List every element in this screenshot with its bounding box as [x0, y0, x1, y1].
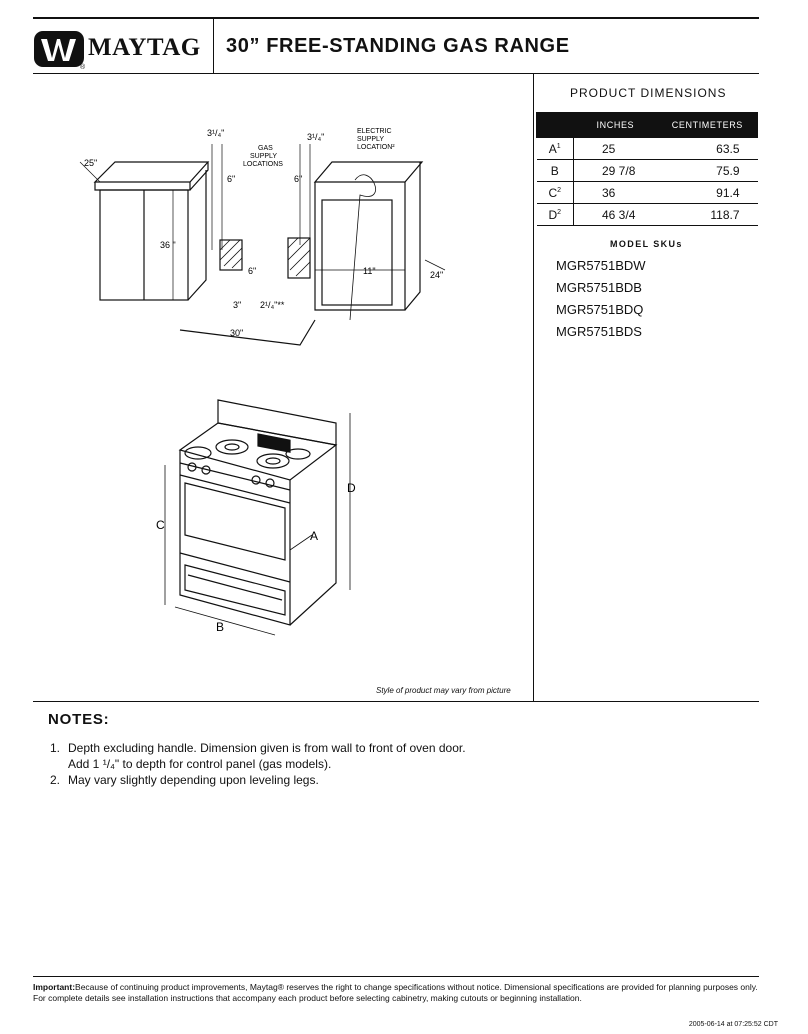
timestamp: 2005-06-14 at 07:25:52 CDT	[688, 1021, 778, 1028]
dimensions-heading: PRODUCT DIMENSIONS	[570, 86, 727, 100]
header-divider	[213, 17, 214, 74]
letter-b: B	[216, 620, 225, 634]
column-divider	[533, 74, 534, 701]
note-text: May vary slightly depending upon leveling legs.	[68, 773, 319, 787]
electric-supply-label-2: SUPPLY	[357, 136, 385, 143]
row-footnote: 2	[557, 186, 562, 194]
letter-d: D	[347, 481, 356, 495]
eleven-label: 11"	[363, 266, 376, 276]
row-label: B	[550, 163, 559, 178]
installation-diagram	[60, 120, 460, 350]
header-top-rule	[33, 17, 759, 19]
inches-header: INCHES	[574, 113, 658, 138]
cabinet-height-label: 36 "	[160, 240, 176, 250]
table-row	[537, 138, 758, 160]
gas-supply-label-2: SUPPLY	[250, 153, 278, 160]
gas-supply-label-1: GAS	[258, 145, 273, 152]
six-left-label: 6"	[227, 174, 236, 184]
note-text: Depth excluding handle. Dimension given is from wall to front of oven door.	[68, 741, 466, 755]
inches-value: 36	[574, 182, 658, 204]
electric-supply-label-1: ELECTRIC	[357, 128, 392, 135]
cm-value: 91.4	[657, 182, 757, 204]
centimeters-header: CENTIMETERS	[657, 113, 757, 138]
six-lower-label: 6"	[248, 266, 257, 276]
inches-value: 46 3/4	[574, 204, 658, 226]
note-number: 2.	[50, 773, 61, 787]
table-row	[537, 160, 758, 182]
cm-value: 75.9	[657, 160, 757, 182]
row-label: D	[548, 207, 558, 222]
six-right-label: 6"	[294, 174, 303, 184]
inches-value: 25	[574, 138, 658, 160]
notes-title: NOTES:	[48, 711, 110, 728]
twentyfour-label: 24"	[430, 270, 444, 280]
page-title: 30” FREE-STANDING GAS RANGE	[226, 35, 570, 57]
letter-c: C	[156, 518, 165, 532]
row-label: C	[548, 185, 558, 200]
note-item	[50, 740, 466, 772]
dimensions-table	[536, 112, 758, 226]
side-gap-right-label: 3¹/₄"	[307, 132, 325, 142]
cm-value: 63.5	[657, 138, 757, 160]
notes-top-rule	[33, 701, 759, 702]
table-row	[537, 204, 758, 226]
two-quarter-label: 2¹/₄"**	[260, 300, 285, 310]
model-skus-heading: MODEL SKUs	[610, 239, 683, 249]
side-gap-left-label: 3¹/₄"	[207, 128, 225, 138]
sku-item: MGR5751BDB	[556, 280, 642, 295]
note-text-continued: Add 1 ¹/₄" to depth for control panel (gas models).	[68, 757, 332, 771]
gas-supply-label-3: LOCATIONS	[243, 161, 283, 168]
letter-a: A	[310, 529, 319, 543]
note-item	[50, 772, 319, 788]
cm-value: 118.7	[657, 204, 757, 226]
header-bottom-rule	[33, 73, 759, 74]
important-label: Important:	[33, 982, 76, 992]
important-text: Because of continuing product improvements, Maytag® reserves the right to change specifications without notice. Dimensional specifications are provided for planning purposes only. For complete details see installation instructions that accompany each product before selecting cabinetry, making cutouts or beginning installation.	[33, 982, 758, 1003]
sku-item: MGR5751BDW	[556, 258, 646, 273]
left-cabinet	[95, 162, 208, 182]
sku-item: MGR5751BDQ	[556, 302, 644, 317]
footer-rule	[33, 976, 759, 977]
range-illustration	[150, 395, 380, 650]
corner-header-cell	[537, 113, 574, 138]
important-disclaimer	[33, 982, 763, 1004]
registered-mark: ®	[80, 64, 86, 71]
brand-wordmark: MAYTAG	[88, 34, 201, 61]
image-caption: Style of product may vary from picture	[376, 686, 511, 695]
inches-value: 29 7/8	[574, 160, 658, 182]
note-number: 1.	[50, 741, 61, 755]
table-row	[537, 182, 758, 204]
sku-item: MGR5751BDS	[556, 324, 642, 339]
row-label: A	[548, 141, 557, 156]
electric-supply-label-3: LOCATION²	[357, 144, 395, 151]
thirty-label: 30"	[230, 328, 244, 338]
row-footnote: 2	[557, 208, 562, 216]
row-footnote: 1	[556, 142, 561, 150]
three-label: 3"	[233, 300, 242, 310]
right-cabinet	[315, 162, 422, 182]
cabinet-depth-label: 25"	[84, 158, 98, 168]
